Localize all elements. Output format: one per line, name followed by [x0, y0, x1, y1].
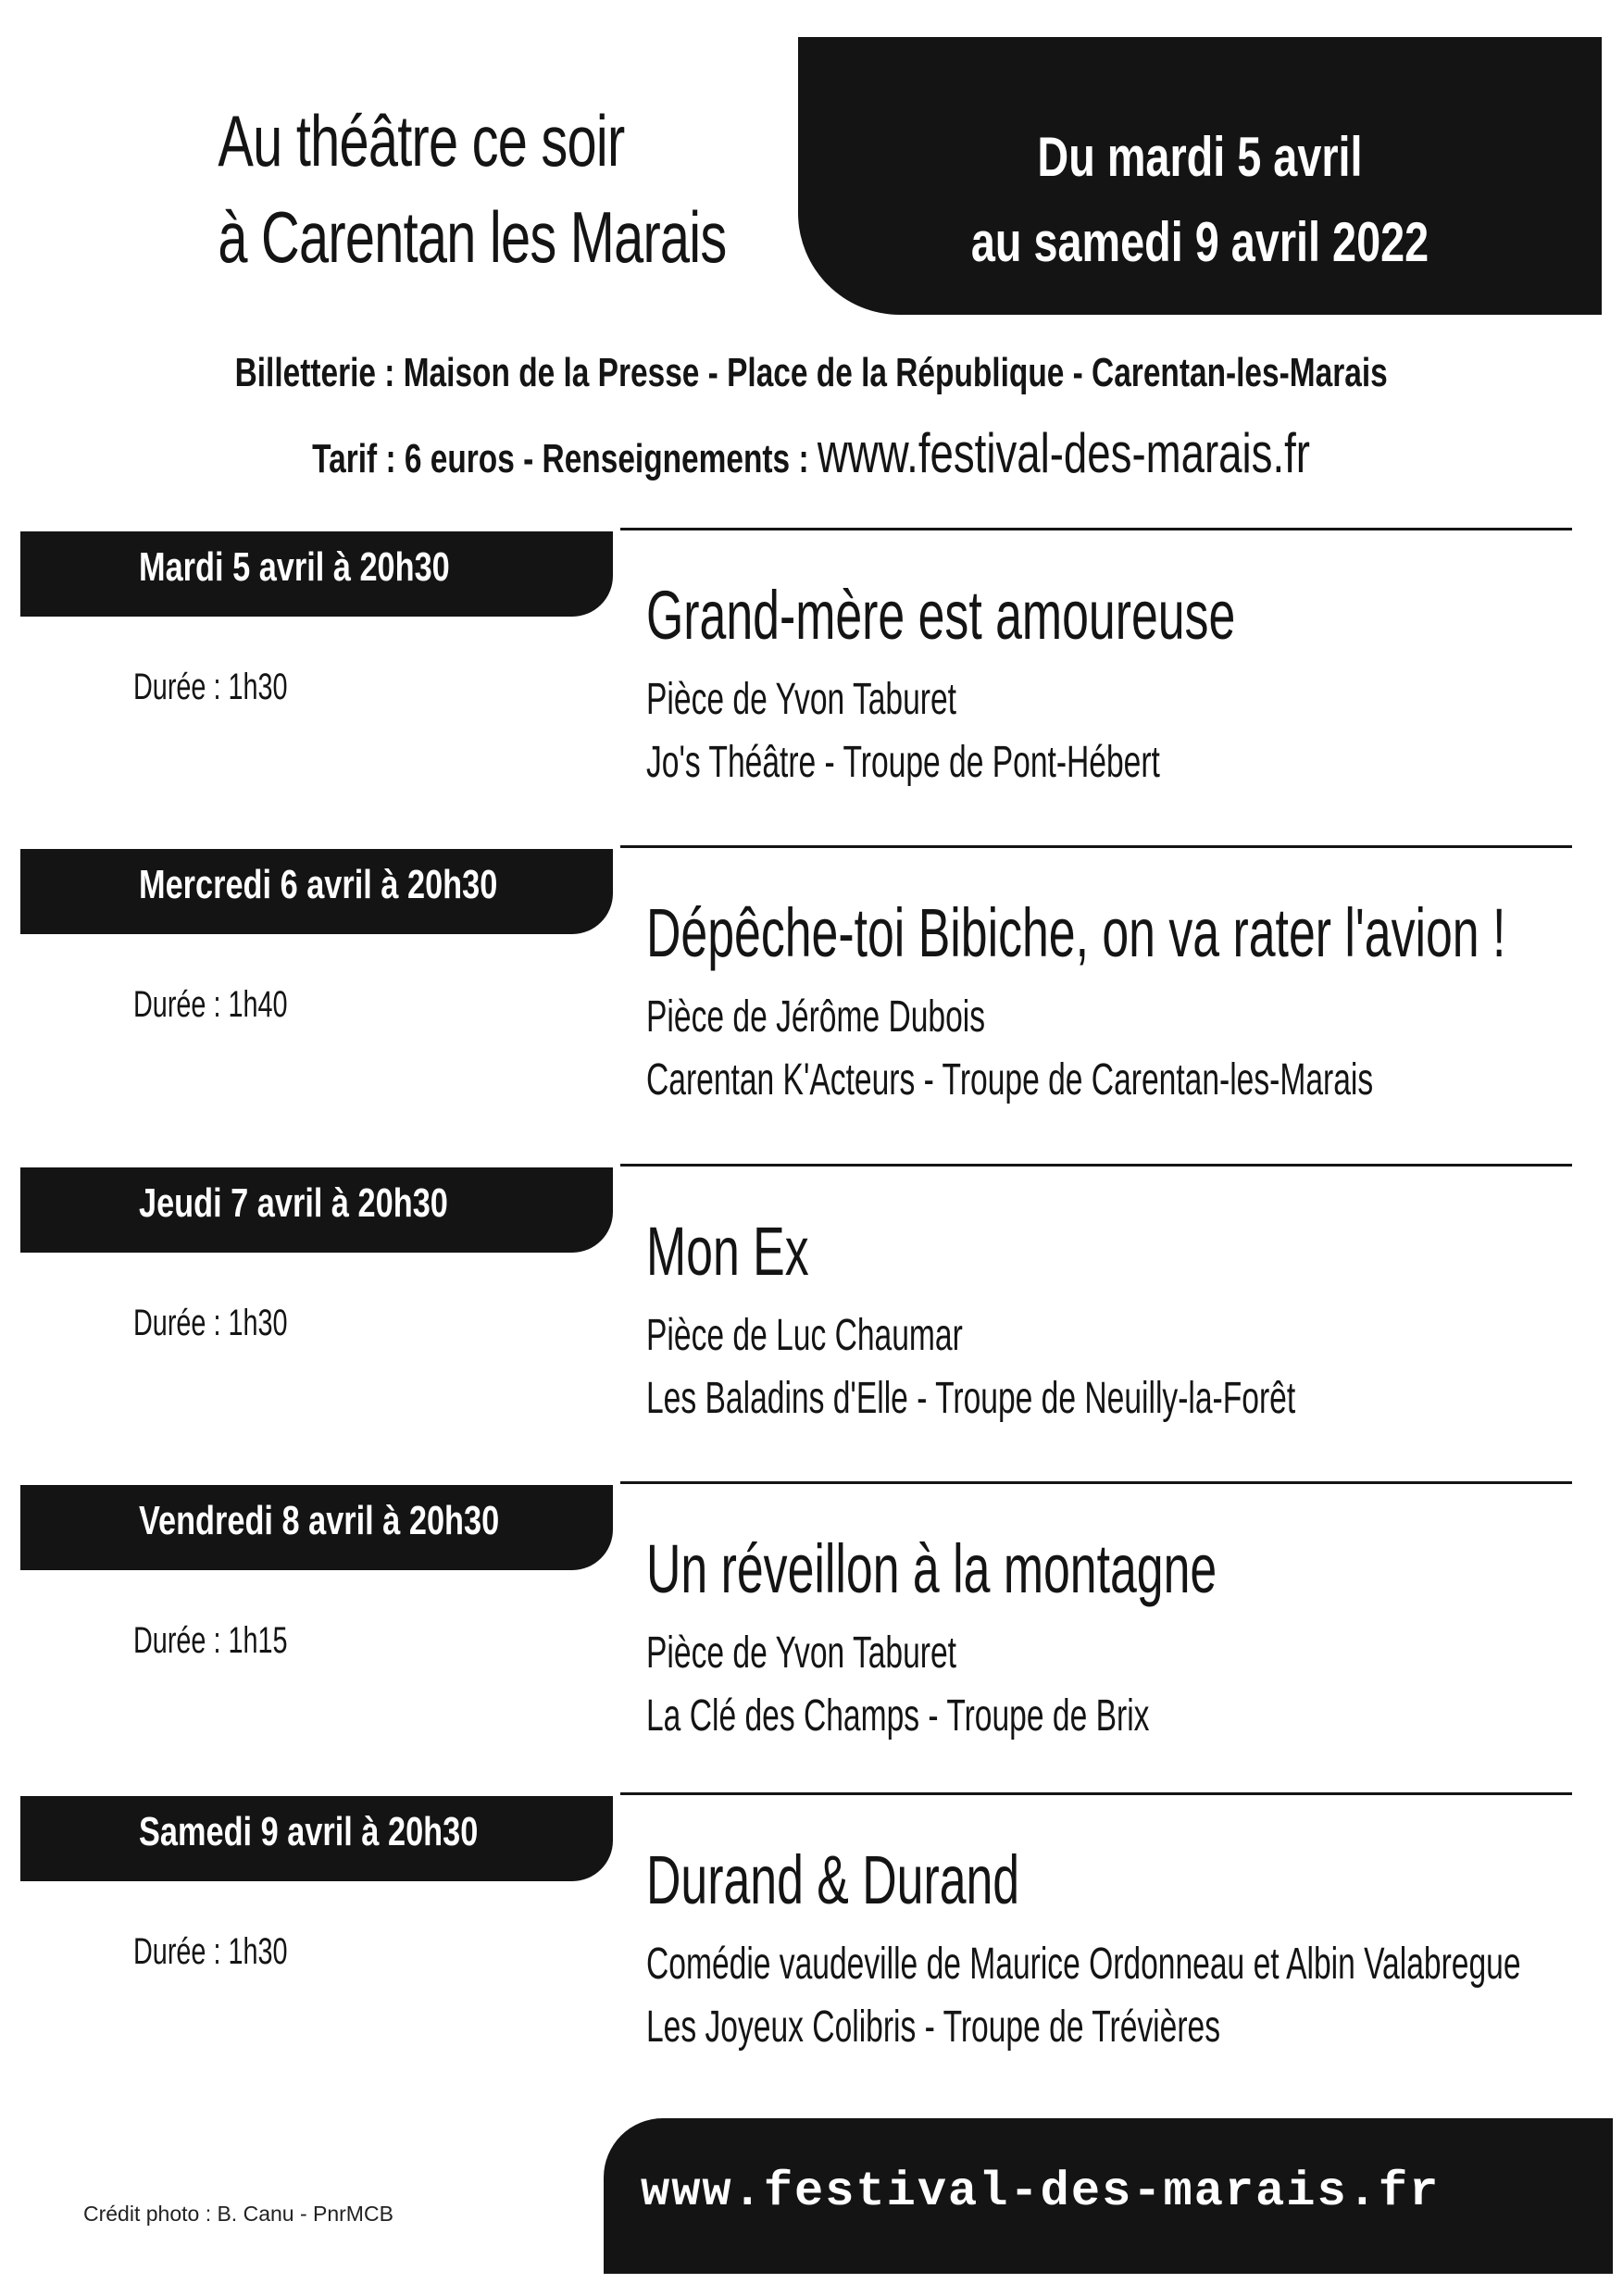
event-date-badge	[20, 1485, 613, 1570]
event-author: Pièce de Yvon Taburet	[646, 675, 957, 724]
event-date-badge	[20, 531, 613, 617]
event-date: Vendredi 8 avril à 20h30	[139, 1498, 500, 1543]
event-3	[0, 1164, 1623, 1479]
event-5	[0, 1792, 1623, 2107]
event-date: Samedi 9 avril à 20h30	[139, 1809, 479, 1854]
event-title: Durand & Durand	[646, 1841, 1020, 1918]
photo-credit: Crédit photo : B. Canu - PnrMCB	[83, 2202, 393, 2226]
event-date-badge	[20, 849, 613, 934]
event-title: Dépêche-toi Bibiche, on va rater l'avion !	[646, 894, 1506, 971]
event-troupe: Les Baladins d'Elle - Troupe de Neuilly-la-Forêt	[646, 1374, 1296, 1423]
event-divider	[620, 1481, 1572, 1484]
event-date: Mercredi 6 avril à 20h30	[139, 862, 498, 907]
event-date: Jeudi 7 avril à 20h30	[139, 1180, 448, 1226]
event-date-badge	[20, 1796, 613, 1881]
event-4	[0, 1481, 1623, 1796]
poster-title-line2: à Carentan les Marais	[218, 196, 727, 278]
event-troupe: Jo's Théâtre - Troupe de Pont-Hébert	[646, 738, 1160, 787]
footer-website-banner	[604, 2118, 1613, 2274]
event-divider	[620, 1792, 1572, 1795]
event-divider	[620, 1164, 1572, 1167]
event-troupe: Les Joyeux Colibris - Troupe de Trévières	[646, 2003, 1221, 2052]
event-divider	[620, 845, 1572, 848]
event-troupe: La Clé des Champs - Troupe de Brix	[646, 1691, 1150, 1741]
event-2	[0, 845, 1623, 1160]
event-duration: Durée : 1h30	[133, 667, 288, 707]
poster-title-line1: Au théâtre ce soir	[218, 100, 625, 181]
event-1	[0, 528, 1623, 842]
event-title: Grand-mère est amoureuse	[646, 577, 1236, 654]
poster-title	[148, 93, 727, 285]
event-troupe: Carentan K'Acteurs - Troupe de Carentan-les-Marais	[646, 1055, 1374, 1104]
event-author: Pièce de Luc Chaumar	[646, 1311, 963, 1360]
event-divider	[620, 528, 1572, 530]
event-author: Pièce de Yvon Taburet	[646, 1628, 957, 1678]
event-duration: Durée : 1h15	[133, 1620, 288, 1661]
event-duration: Durée : 1h40	[133, 984, 288, 1025]
ticketing-text: Billetterie : Maison de la Presse - Place de la République - Carentan-les-Marais	[234, 350, 1389, 395]
event-duration: Durée : 1h30	[133, 1931, 288, 1972]
event-duration: Durée : 1h30	[133, 1303, 288, 1343]
event-author: Pièce de Jérôme Dubois	[646, 992, 986, 1042]
website-link[interactable]: www.festival-des-marais.fr	[818, 422, 1311, 484]
tariff-line	[313, 421, 1311, 485]
event-title: Un réveillon à la montagne	[646, 1530, 1217, 1607]
event-date: Mardi 5 avril à 20h30	[139, 544, 450, 590]
festival-dates-line2: au samedi 9 avril 2022	[970, 211, 1429, 273]
tariff-info	[0, 421, 1623, 485]
event-author: Comédie vaudeville de Maurice Ordonneau et Albin Valabregue	[646, 1940, 1521, 1989]
event-title: Mon Ex	[646, 1213, 809, 1290]
ticketing-info	[0, 350, 1623, 396]
festival-dates-banner	[798, 37, 1602, 315]
event-date-badge	[20, 1167, 613, 1253]
festival-dates-line1: Du mardi 5 avril	[1037, 126, 1363, 188]
tariff-text: Tarif : 6 euros - Renseignements :	[312, 436, 818, 481]
footer-website-link[interactable]: www.festival-des-marais.fr	[641, 2165, 1441, 2219]
